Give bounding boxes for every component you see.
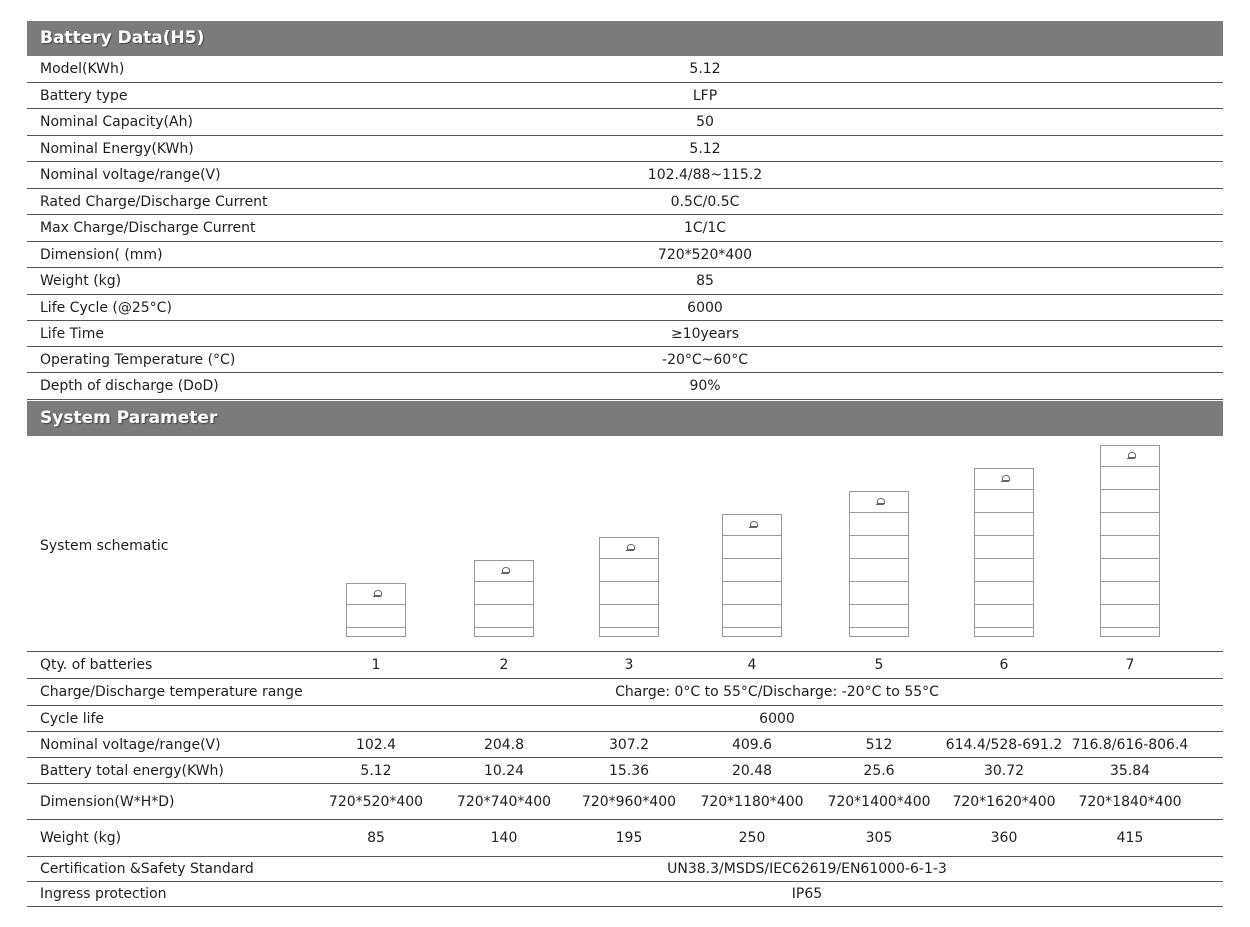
battery-module <box>723 605 781 628</box>
weight-cell: 415 <box>1116 830 1144 846</box>
battery-row-label: Max Charge/Discharge Current <box>40 220 256 236</box>
battery-cap <box>347 584 405 605</box>
battery-module <box>1101 513 1159 536</box>
ingress-label: Ingress protection <box>40 886 167 902</box>
battery-row-label: Battery type <box>40 87 128 104</box>
weight-cell: 360 <box>990 830 1018 846</box>
cycle-value: 6000 <box>759 710 795 727</box>
dimension-cell: 720*1620*400 <box>952 793 1056 810</box>
battery-module <box>1101 582 1159 605</box>
energy-cell: 10.24 <box>483 762 525 779</box>
dimension-cell: 720*1400*400 <box>827 793 931 810</box>
battery-stack-5 <box>849 491 909 637</box>
battery-row-label: Depth of discharge (DoD) <box>40 378 219 394</box>
battery-stack-6 <box>974 468 1034 637</box>
weight-cell: 195 <box>615 830 643 846</box>
battery-row-value: 102.4/88~115.2 <box>647 167 763 183</box>
battery-module <box>1101 605 1159 628</box>
temp-label: Charge/Discharge temperature range <box>40 684 303 700</box>
battery-base <box>850 628 908 636</box>
battery-stack-4 <box>722 514 782 637</box>
energy-cell: 35.84 <box>1109 762 1151 779</box>
logo-bar-icon <box>373 596 381 597</box>
qty-row <box>27 652 1223 679</box>
battery-row <box>27 83 1223 109</box>
battery-cap <box>723 515 781 536</box>
temp-row <box>27 679 1223 706</box>
qty-cell: 7 <box>1125 657 1135 673</box>
battery-module <box>975 513 1033 536</box>
battery-row-label: Operating Temperature (°C) <box>40 351 236 368</box>
energy-cell: 30.72 <box>983 762 1025 779</box>
battery-module <box>600 605 658 628</box>
battery-row-label: Life Time <box>40 325 104 342</box>
battery-base <box>600 628 658 636</box>
battery-row-value: 5.12 <box>689 61 721 77</box>
weight-cell: 305 <box>865 830 893 846</box>
battery-row-value: LFP <box>692 87 718 104</box>
battery-module <box>850 582 908 605</box>
battery-module <box>600 559 658 582</box>
voltage-label: Nominal voltage/range(V) <box>40 736 221 753</box>
battery-module <box>850 513 908 536</box>
battery-row-value: 5.12 <box>689 140 721 157</box>
weight-cell: 250 <box>738 830 766 846</box>
cert-value: UN38.3/MSDS/IEC62619/EN61000-6-1-3 <box>667 861 947 877</box>
battery-row <box>27 162 1223 189</box>
battery-base <box>975 628 1033 636</box>
battery-row <box>27 215 1223 242</box>
battery-row <box>27 242 1223 268</box>
logo-bar-icon <box>876 504 884 505</box>
battery-row <box>27 268 1223 295</box>
battery-row <box>27 136 1223 162</box>
cycle-label: Cycle life <box>40 710 105 727</box>
logo-bar-icon <box>501 573 509 574</box>
energy-cell: 20.48 <box>731 762 773 779</box>
weight-cell: 85 <box>367 830 385 846</box>
battery-data-title: Battery Data(H5) <box>40 28 205 48</box>
dimension-row <box>27 784 1223 820</box>
qty-cell: 2 <box>499 657 509 673</box>
battery-row-label: Weight (kg) <box>40 273 122 289</box>
battery-module <box>723 582 781 605</box>
voltage-cell: 409.6 <box>731 736 773 753</box>
battery-row-label: Rated Charge/Discharge Current <box>40 193 268 210</box>
battery-row-value: 90% <box>689 378 721 394</box>
battery-row <box>27 347 1223 373</box>
battery-row-value: 85 <box>696 273 714 289</box>
qty-cell: 3 <box>624 657 634 673</box>
qty-cell: 6 <box>999 657 1009 673</box>
energy-label: Battery total energy(KWh) <box>40 762 224 779</box>
battery-row-label: Model(KWh) <box>40 61 125 77</box>
battery-module <box>850 536 908 559</box>
battery-cap <box>1101 446 1159 467</box>
voltage-row <box>27 732 1223 758</box>
dimension-cell: 720*1180*400 <box>700 793 804 810</box>
battery-module <box>723 559 781 582</box>
voltage-cell: 512 <box>865 736 893 753</box>
battery-module <box>723 536 781 559</box>
logo-bar-icon <box>626 550 634 551</box>
battery-row <box>27 295 1223 321</box>
qty-cell: 1 <box>371 657 381 673</box>
battery-module <box>850 559 908 582</box>
battery-row <box>27 321 1223 347</box>
battery-module <box>600 582 658 605</box>
ingress-row <box>27 882 1223 907</box>
energy-cell: 5.12 <box>360 762 392 779</box>
qty-label: Qty. of batteries <box>40 657 153 673</box>
qty-cell: 4 <box>747 657 757 673</box>
battery-row-label: Nominal voltage/range(V) <box>40 167 221 183</box>
battery-module <box>1101 559 1159 582</box>
battery-row-value: 50 <box>696 114 714 130</box>
battery-module <box>1101 467 1159 490</box>
dimension-cell: 720*1840*400 <box>1078 793 1182 810</box>
system-parameter-title: System Parameter <box>40 408 218 428</box>
logo-bar-icon <box>1127 458 1135 459</box>
logo-bar-icon <box>1001 481 1009 482</box>
battery-module <box>475 605 533 628</box>
battery-module <box>1101 536 1159 559</box>
battery-module <box>1101 490 1159 513</box>
weight-row <box>27 820 1223 857</box>
dimension-label: Dimension(W*H*D) <box>40 793 175 810</box>
battery-stack-2 <box>474 560 534 637</box>
battery-module <box>347 605 405 628</box>
battery-row-label: Life Cycle (@25°C) <box>40 299 172 316</box>
voltage-cell: 614.4/528-691.2 <box>945 736 1063 753</box>
voltage-cell: 102.4 <box>355 736 397 753</box>
battery-row-label: Dimension( (mm) <box>40 246 163 263</box>
battery-module <box>975 490 1033 513</box>
battery-row-label: Nominal Energy(KWh) <box>40 140 194 157</box>
battery-module <box>975 536 1033 559</box>
battery-row-value: 6000 <box>687 299 723 316</box>
battery-row-value: -20°C~60°C <box>662 351 748 368</box>
energy-row <box>27 758 1223 784</box>
battery-base <box>1101 628 1159 636</box>
battery-cap <box>475 561 533 582</box>
battery-stack-7 <box>1100 445 1160 637</box>
dimension-cell: 720*960*400 <box>581 793 677 810</box>
temp-value: Charge: 0°C to 55°C/Discharge: -20°C to 55°C <box>615 684 939 700</box>
battery-row <box>27 109 1223 136</box>
battery-cap <box>975 469 1033 490</box>
battery-stack-1 <box>346 583 406 637</box>
battery-row <box>27 189 1223 215</box>
dimension-cell: 720*740*400 <box>456 793 552 810</box>
energy-cell: 25.6 <box>863 762 895 779</box>
energy-cell: 15.36 <box>608 762 650 779</box>
battery-module <box>975 605 1033 628</box>
battery-row <box>27 373 1223 400</box>
battery-module <box>475 582 533 605</box>
dimension-cell: 720*520*400 <box>328 793 424 810</box>
voltage-cell: 716.8/616-806.4 <box>1071 736 1189 753</box>
battery-base <box>347 628 405 636</box>
qty-cell: 5 <box>874 657 884 673</box>
logo-bar-icon <box>749 527 757 528</box>
battery-base <box>723 628 781 636</box>
battery-module <box>975 582 1033 605</box>
cert-label: Certification &Safety Standard <box>40 861 254 877</box>
weight-label: Weight (kg) <box>40 830 122 846</box>
weight-cell: 140 <box>490 830 518 846</box>
cert-row <box>27 857 1223 882</box>
system-schematic-row <box>27 436 1223 652</box>
battery-module <box>850 605 908 628</box>
system-parameter-header <box>27 401 1223 436</box>
ingress-value: IP65 <box>791 886 823 902</box>
battery-row-value: 1C/1C <box>683 220 727 236</box>
battery-cap <box>850 492 908 513</box>
battery-row <box>27 56 1223 83</box>
battery-row-label: Nominal Capacity(Ah) <box>40 114 193 130</box>
cycle-row <box>27 706 1223 732</box>
battery-row-value: 720*520*400 <box>657 246 753 263</box>
battery-module <box>975 559 1033 582</box>
battery-row-value: ≥10years <box>670 325 740 342</box>
battery-base <box>475 628 533 636</box>
system-schematic-label: System schematic <box>40 538 169 554</box>
voltage-cell: 307.2 <box>608 736 650 753</box>
battery-data-header <box>27 21 1223 56</box>
battery-row-value: 0.5C/0.5C <box>670 193 740 210</box>
battery-stack-3 <box>599 537 659 637</box>
battery-cap <box>600 538 658 559</box>
voltage-cell: 204.8 <box>483 736 525 753</box>
